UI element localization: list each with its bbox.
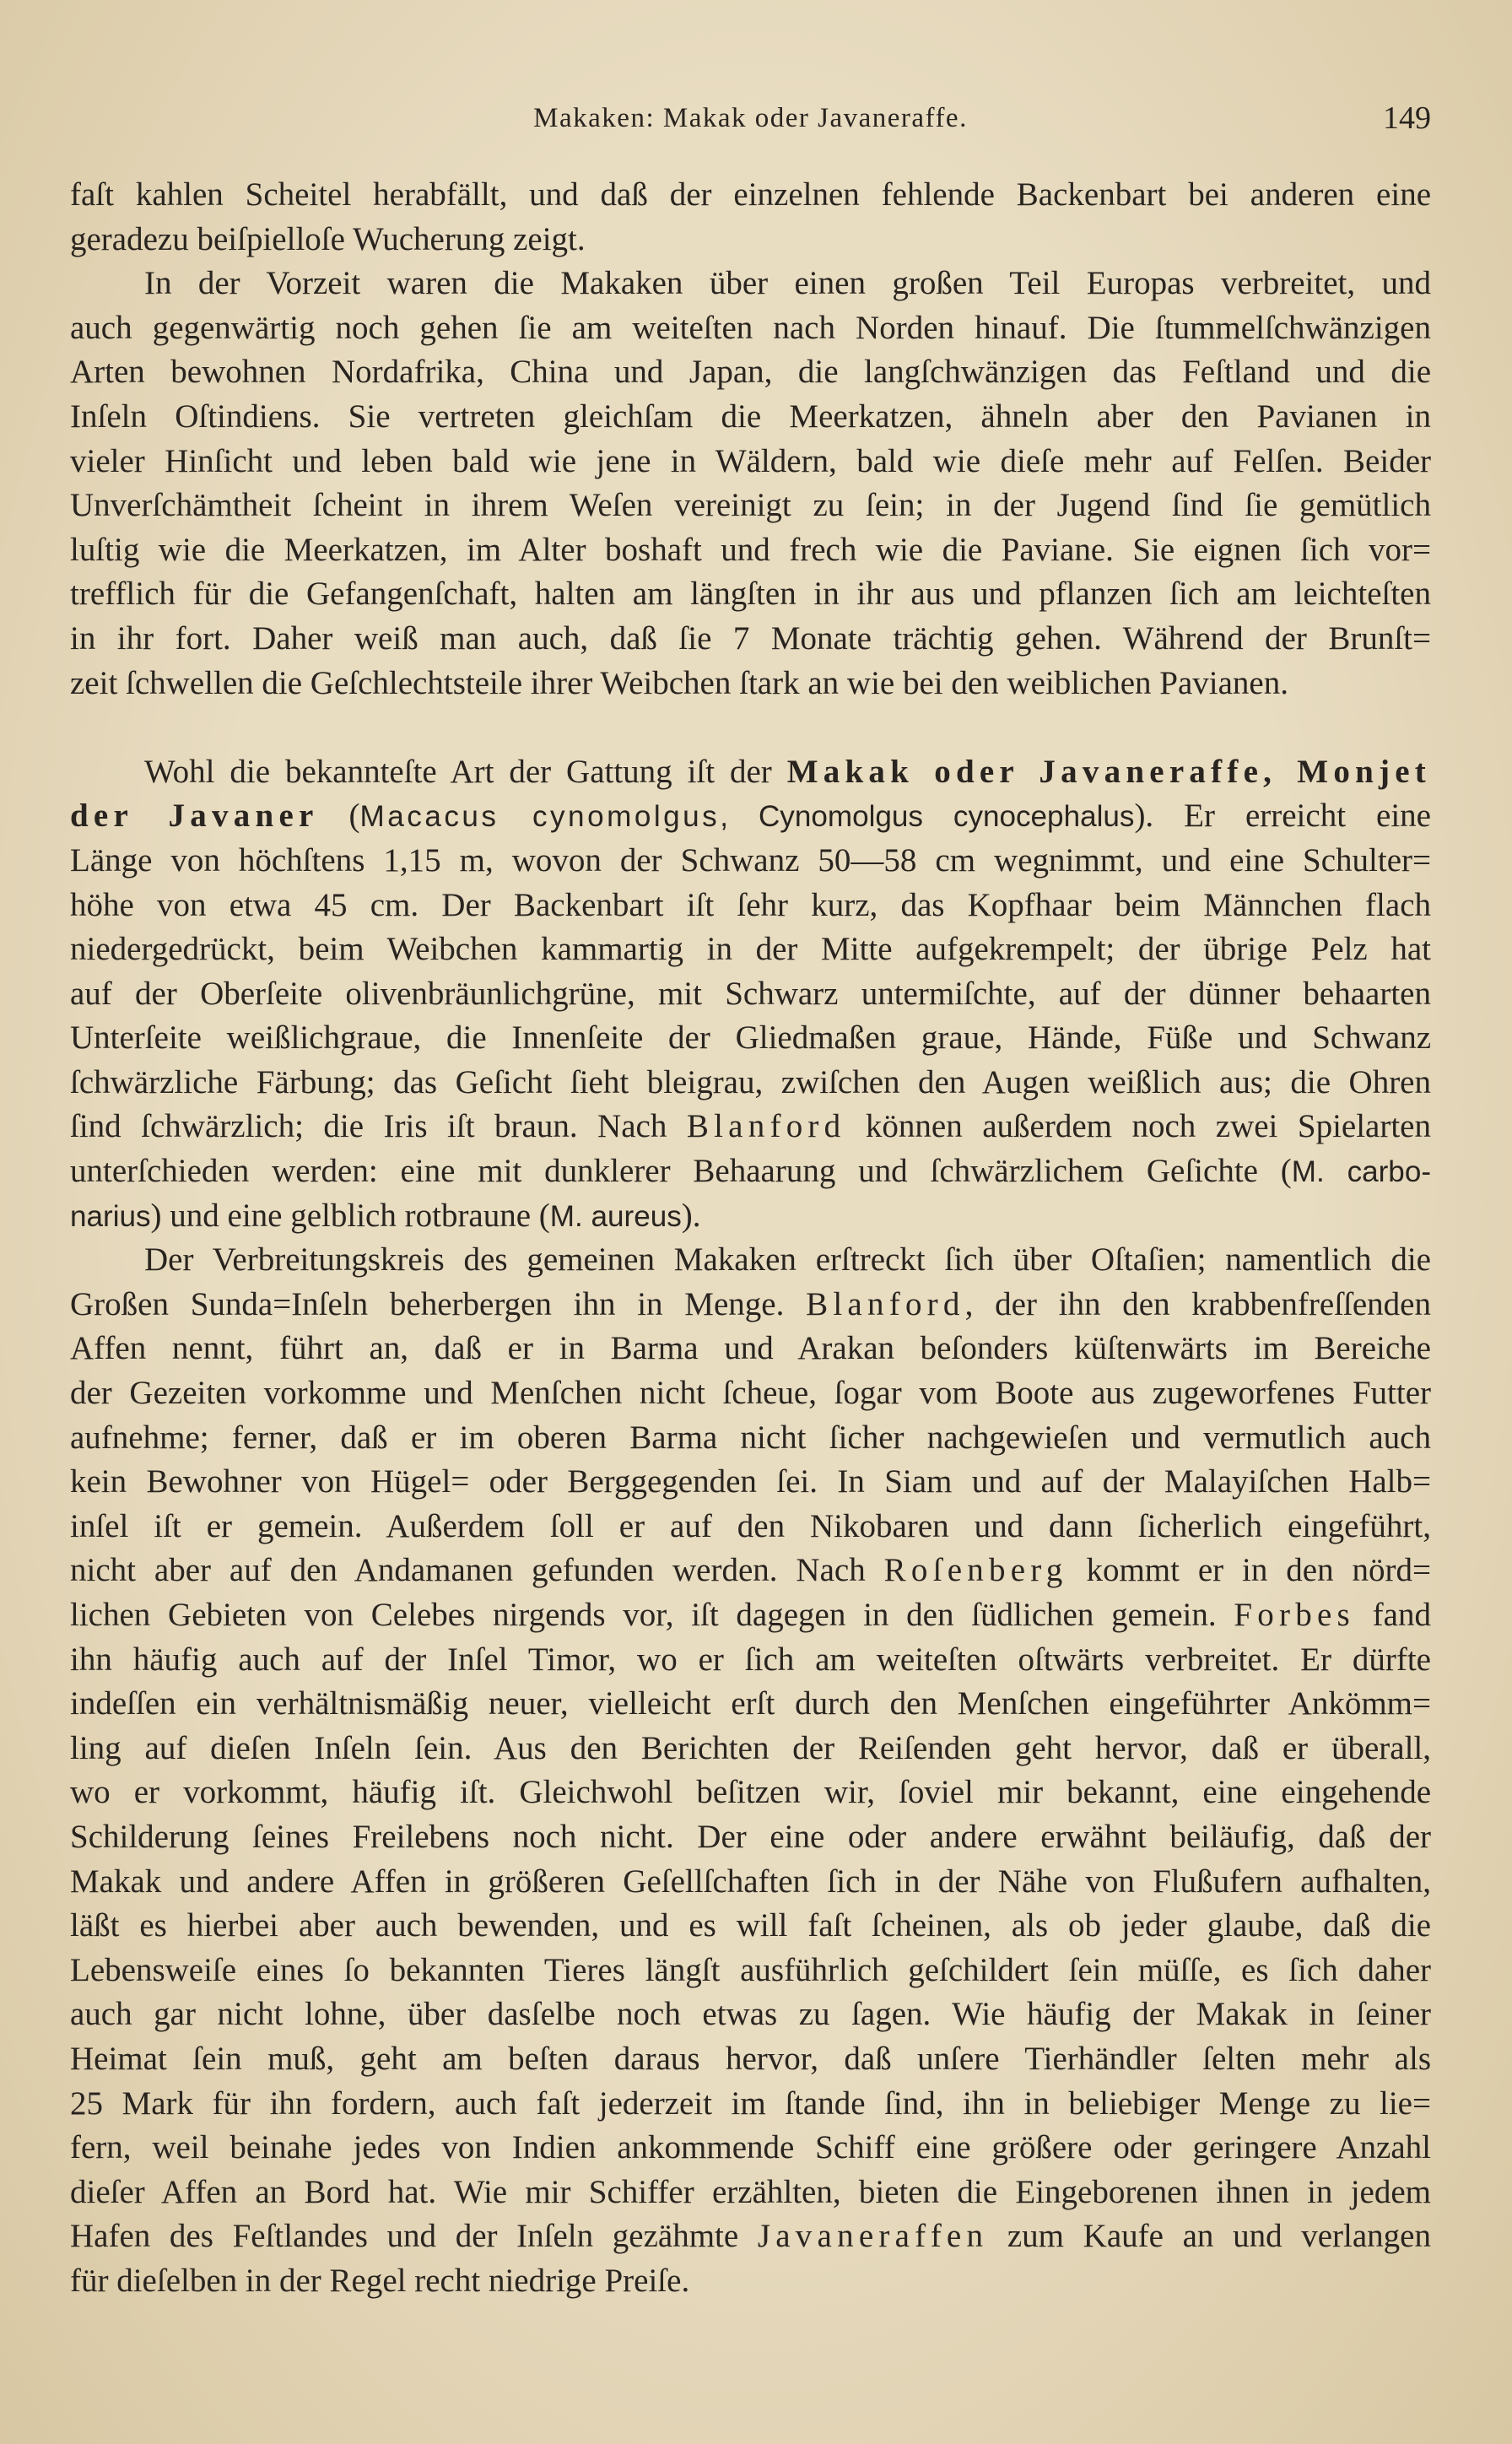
text-run: faſt kahlen Scheitel herabfällt, und daß der einzelnen fehlende Backenbart bei anderen eine — [70, 176, 1431, 213]
emphasized-name: Forbes — [1234, 1597, 1355, 1633]
text-run: Unterſeite weißlichgraue, die Innenſeite der Gliedmaßen graue, Hände, Füße und Schwanz — [70, 1019, 1431, 1057]
emphasized-name: Blanford — [806, 1285, 965, 1322]
text-line — [70, 1727, 1431, 1771]
text-run: kein Bewohner von Hügel= oder Berggegenden ſei. In Siam und auf der Malayiſchen Halb= — [70, 1463, 1431, 1500]
paragraph — [70, 750, 1431, 1239]
text-line — [70, 1904, 1431, 1949]
text-run: luſtig wie die Meerkatzen, im Alter boshaft und frech wie die Paviane. Sie eignen ſich vor= — [70, 531, 1431, 568]
paragraph — [70, 262, 1431, 706]
text-line — [70, 2171, 1431, 2215]
text-line — [70, 1105, 1431, 1149]
emphasized-name: Makak oder Javaneraffe, Monjet — [786, 753, 1432, 790]
emphasized-name: der Javaner — [70, 798, 319, 835]
text-line — [70, 1549, 1431, 1593]
text-run: ). Er erreicht eine — [1134, 798, 1431, 835]
text-run: der Gezeiten vorkomme und Menſchen nicht ſcheue, ſogar vom Boote aus zugeworfenes Futter — [70, 1375, 1431, 1412]
latin-name: narius — [70, 1199, 151, 1233]
text-line — [70, 1194, 1431, 1239]
text-run: lichen Gebieten von Celebes nirgends vor, iſt dagegen in den ſüdlichen gemein. — [70, 1597, 1234, 1633]
text-run: zum Kaufe an und verlangen — [988, 2218, 1431, 2255]
text-run: aufnehme; ferner, daß er im oberen Barma nicht ſicher nachgewieſen und vermutlich auch — [70, 1419, 1431, 1456]
text-run: niedergedrückt, beim Weibchen kammartig in der Mitte aufgekrempelt; der übrige Pelz hat — [70, 931, 1431, 968]
text-line — [70, 1283, 1431, 1327]
text-line — [70, 1638, 1431, 1683]
text-line — [70, 2082, 1431, 2127]
text-line — [70, 1460, 1431, 1505]
text-line — [70, 839, 1431, 884]
paragraph — [70, 173, 1431, 262]
text-line — [70, 262, 1431, 306]
text-run: fern, weil beinahe jedes von Indien ankommende Schiff eine größere oder geringere Anzahl — [70, 2129, 1431, 2166]
body-text — [70, 173, 1431, 2304]
text-run: auf der Oberſeite olivenbräunlichgrüne, mit Schwarz untermiſchte, auf der dünner behaarten — [70, 975, 1431, 1012]
text-line — [70, 572, 1431, 617]
text-run: Lebensweiſe eines ſo bekannten Tieres längſt ausführlich geſchildert ſein müſſe, es ſich daher — [70, 1951, 1431, 1988]
text-line — [70, 395, 1431, 440]
text-line — [70, 484, 1431, 528]
text-line — [70, 1505, 1431, 1549]
text-run: wo er vorkommt, häufig iſt. Gleichwohl beſitzen wir, ſoviel mir bekannt, eine eingehende — [70, 1774, 1431, 1811]
text-run: In der Vorzeit waren die Makaken über einen großen Teil Europas verbreitet, und — [144, 265, 1431, 302]
text-line — [70, 1993, 1431, 2037]
latin-name: Macacus cynomolgus — [359, 800, 721, 834]
text-run: Großen Sunda=Inſeln beherbergen ihn in Menge. — [70, 1285, 807, 1322]
emphasized-name: Roſenberg — [883, 1552, 1068, 1589]
text-line — [70, 1016, 1431, 1061]
text-run: Makak und andere Affen in größeren Geſellſchaften ſich in der Nähe von Flußufern aufhalten, — [70, 1863, 1431, 1900]
text-line — [70, 794, 1431, 839]
text-run: fand — [1354, 1597, 1431, 1633]
text-line — [70, 1949, 1431, 1993]
text-run: zeit ſchwellen die Geſchlechtsteile ihrer Weibchen ſtark an wie bei den weiblichen Pavianen. — [70, 664, 1288, 701]
latin-name: , Cynomolgus cynocephalus — [720, 800, 1135, 834]
text-line — [70, 617, 1431, 662]
text-run: Der Verbreitungskreis des gemeinen Makaken erſtreckt ſich über Oſtaſien; namentlich die — [144, 1241, 1431, 1279]
text-line — [70, 306, 1431, 351]
text-line — [70, 440, 1431, 484]
text-line — [70, 1860, 1431, 1905]
text-run: Heimat ſein muß, geht am beſten daraus hervor, daß unſere Tierhändler ſelten mehr als — [70, 2040, 1431, 2077]
text-line — [70, 1815, 1431, 1860]
text-run: nicht aber auf den Andamanen gefunden werden. Nach — [70, 1552, 884, 1589]
text-line — [70, 173, 1431, 218]
text-run: vieler Hinſicht und leben bald wie jene in Wäldern, bald wie dieſe mehr auf Felſen. Beider — [70, 442, 1431, 479]
text-line — [70, 350, 1431, 395]
text-run: unterſchieden werden: eine mit dunklerer Behaarung und ſchwärzlichem Geſichte ( — [70, 1153, 1292, 1190]
text-run: ſind ſchwärzlich; die Iris iſt braun. Nach — [70, 1108, 687, 1145]
text-run: ) und eine gelblich rotbraune ( — [150, 1197, 550, 1234]
text-line — [70, 1593, 1431, 1638]
text-run: können außerdem noch zwei Spielarten — [845, 1108, 1431, 1145]
text-run: ſchwärzliche Färbung; das Geſicht ſieht bleigrau, zwiſchen den Augen weißlich aus; die Ohren — [70, 1063, 1431, 1100]
text-line — [70, 2126, 1431, 2171]
latin-name: M. aureus — [549, 1199, 682, 1233]
text-run: Inſeln Oſtindiens. Sie vertreten gleichſam die Meerkatzen, ähneln aber den Pavianen in — [70, 397, 1431, 435]
text-run: trefflich für die Gefangenſchaft, halten am längſten in ihr aus und pflanzen ſich am leichteſten — [70, 576, 1431, 613]
text-line — [70, 218, 1431, 262]
running-title: Makaken: Makak oder Javaneraffe. — [533, 103, 968, 133]
text-line — [70, 662, 1431, 706]
text-run: dieſer Affen an Bord hat. Wie mir Schiffer erzählten, bieten die Eingeborenen ihnen in jedem — [70, 2173, 1431, 2210]
running-header — [70, 95, 1431, 142]
page-number: 149 — [1383, 100, 1431, 136]
text-line — [70, 1149, 1431, 1194]
text-run: auch gegenwärtig noch gehen ſie am weiteſten nach Norden hinauf. Die ſtummelſchwänzigen — [70, 309, 1431, 346]
text-line — [70, 750, 1431, 795]
text-line — [70, 2259, 1431, 2304]
latin-name: M. carbo- — [1291, 1155, 1432, 1189]
text-run: 25 Mark für ihn fordern, auch faſt jederzeit im ſtande ſind, ihn in beliebiger Menge zu lie= — [70, 2084, 1431, 2122]
text-run: Affen nennt, führt an, daß er in Barma und Arakan beſonders küſtenwärts im Bereiche — [70, 1330, 1431, 1367]
text-line — [70, 1327, 1431, 1371]
text-line — [70, 2214, 1431, 2259]
text-line — [70, 1682, 1431, 1727]
text-line — [70, 2037, 1431, 2082]
text-run: Schilderung ſeines Freilebens noch nicht. Der eine oder andere erwähnt beiläufig, daß der — [70, 1818, 1431, 1855]
text-line — [70, 927, 1431, 972]
emphasized-name: Javaneraffen — [757, 2218, 989, 2255]
text-run: Länge von höchſtens 1,15 m, wovon der Schwanz 50—58 cm wegnimmt, und eine Schulter= — [70, 841, 1431, 879]
text-line — [70, 884, 1431, 928]
text-line — [70, 972, 1431, 1017]
text-line — [70, 1061, 1431, 1106]
text-run: ( — [318, 798, 360, 835]
text-run: höhe von etwa 45 cm. Der Backenbart iſt ſehr kurz, das Kopfhaar beim Männchen flach — [70, 886, 1431, 923]
text-run: Hafen des Feſtlandes und der Inſeln gezähmte — [70, 2218, 758, 2255]
text-run: ). — [681, 1197, 701, 1234]
text-line — [70, 1371, 1431, 1416]
text-run: kommt er in den nörd= — [1067, 1552, 1431, 1589]
text-run: ihn häufig auch auf der Inſel Timor, wo er ſich am weiteſten oſtwärts verbreitet. Er dürfte — [70, 1641, 1431, 1678]
text-run: Wohl die bekannteſte Art der Gattung iſt der — [144, 753, 787, 790]
text-run: auch gar nicht lohne, über dasſelbe noch etwas zu ſagen. Wie häufig der Makak in ſeiner — [70, 1996, 1431, 2033]
emphasized-name: Blanford — [686, 1108, 846, 1145]
text-line — [70, 1238, 1431, 1283]
text-run: Unverſchämtheit ſcheint in ihrem Weſen vereinigt zu ſein; in der Jugend ſind ſie gemütlich — [70, 487, 1431, 524]
text-run: inſel iſt er gemein. Außerdem ſoll er auf den Nikobaren und dann ſicherlich eingeführt, — [70, 1507, 1431, 1544]
paragraph — [70, 1238, 1431, 2303]
text-line — [70, 1416, 1431, 1461]
text-run: , der ihn den krabbenfreſſenden — [964, 1285, 1431, 1322]
text-run: ling auf dieſen Inſeln ſein. Aus den Berichten der Reiſenden geht hervor, daß er überall, — [70, 1729, 1431, 1766]
text-line — [70, 1771, 1431, 1815]
text-run: in ihr fort. Daher weiß man auch, daß ſie 7 Monate trächtig gehen. Während der Brunſt= — [70, 619, 1431, 657]
text-run: Arten bewohnen Nordafrika, China und Japan, die langſchwänzigen das Feſtland und die — [70, 354, 1431, 391]
text-line — [70, 528, 1431, 573]
text-run: indeſſen ein verhältnismäßig neuer, vielleicht erſt durch den Menſchen eingeführter Ankömm= — [70, 1685, 1431, 1722]
text-run: für dieſelben in der Regel recht niedrige Preiſe. — [70, 2262, 690, 2299]
text-run: läßt es hierbei aber auch bewenden, und es will faſt ſcheinen, als ob jeder glaube, daß die — [70, 1907, 1431, 1944]
text-run: geradezu beiſpielloſe Wucherung zeigt. — [70, 220, 586, 257]
